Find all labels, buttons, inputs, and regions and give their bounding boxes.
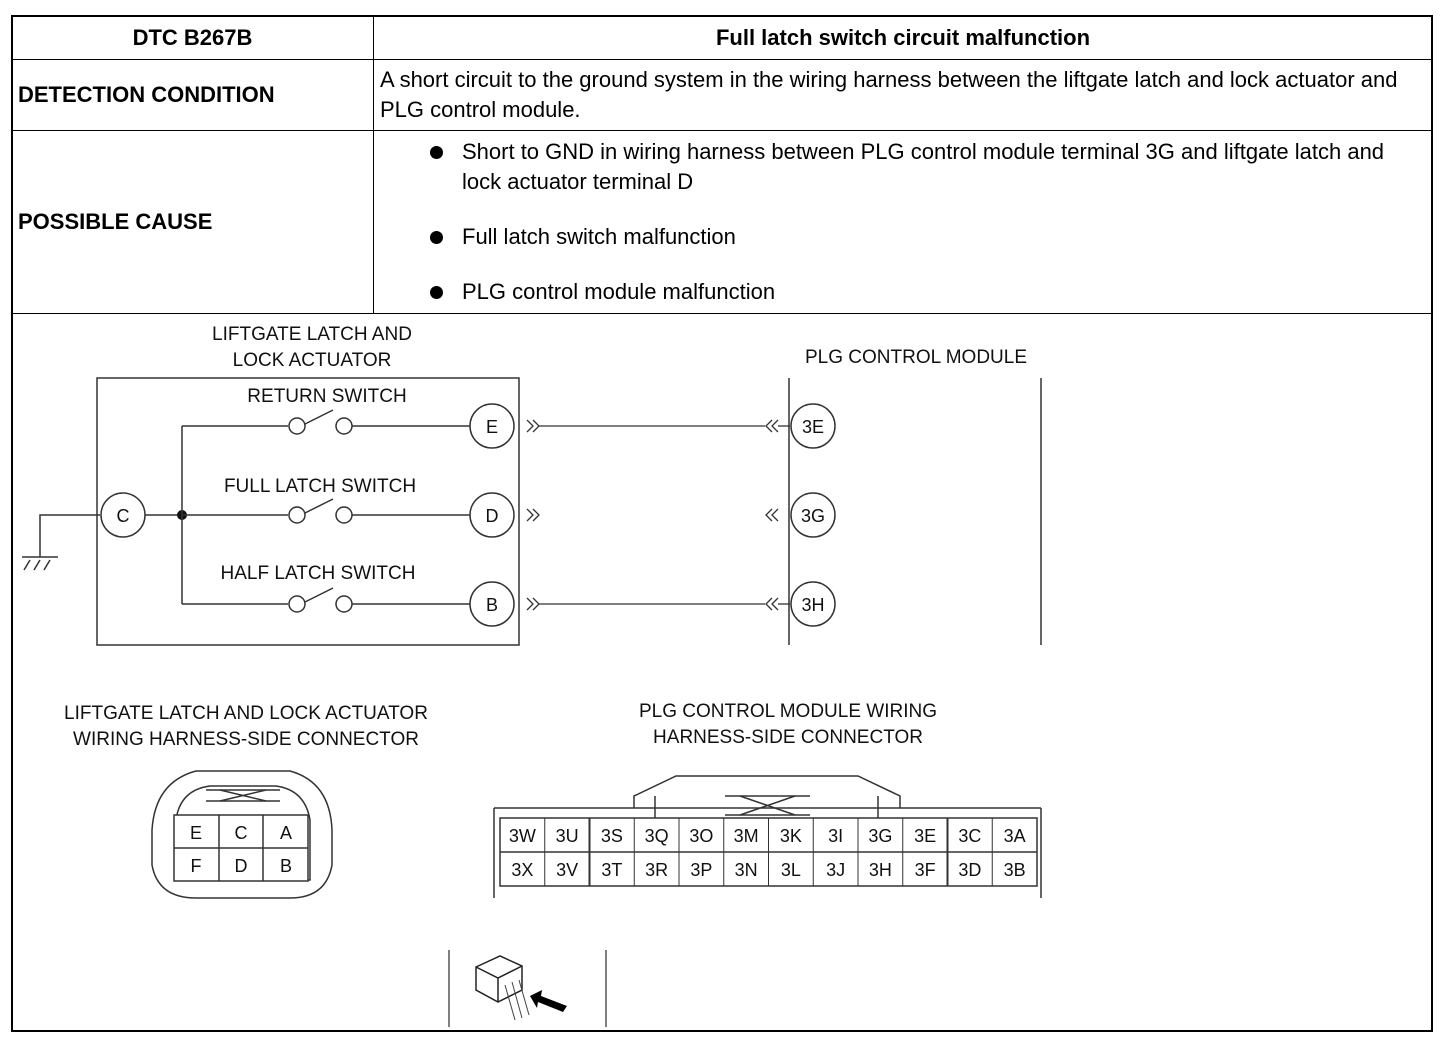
actuator-pin: F <box>190 856 202 876</box>
module-pin: 3V <box>556 860 579 880</box>
terminal-d-label: D <box>485 506 499 526</box>
cause-item: Full latch switch malfunction <box>424 222 1426 252</box>
possible-cause-label: POSSIBLE CAUSE <box>12 131 374 314</box>
return-switch-label: RETURN SWITCH <box>247 386 407 407</box>
module-pin: 3O <box>689 826 714 846</box>
ground-icon <box>22 515 100 570</box>
module-pin: 3E <box>914 826 937 846</box>
actuator-pin: D <box>234 856 248 876</box>
module-connector-title: PLG CONTROL MODULE WIRING <box>638 701 938 722</box>
module-connector-title: HARNESS-SIDE CONNECTOR <box>653 727 923 748</box>
module-pin: 3N <box>734 860 758 880</box>
return-switch <box>182 410 470 434</box>
module-pin: 3C <box>958 826 982 846</box>
terminal-b-label: B <box>485 595 499 615</box>
actuator-connector-title: LIFTGATE LATCH AND LOCK ACTUATOR <box>64 703 428 724</box>
dtc-code: DTC B267B <box>12 16 374 60</box>
half-latch-switch <box>182 588 470 612</box>
module-pin: 3R <box>645 860 669 880</box>
module-terminal-3e-label: 3E <box>801 417 825 437</box>
module-pin: 3I <box>828 826 844 846</box>
module-pin: 3F <box>914 860 936 880</box>
actuator-connector-title: WIRING HARNESS-SIDE CONNECTOR <box>73 729 419 750</box>
actuator-pin: C <box>234 823 248 843</box>
module-pin: 3B <box>1003 860 1026 880</box>
module-terminal-3h-label: 3H <box>801 595 825 615</box>
terminal-e-label: E <box>485 417 499 437</box>
cause-item: PLG control module malfunction <box>424 277 1426 307</box>
module-pin: 3M <box>733 826 759 846</box>
terminal-c-label: C <box>116 506 130 526</box>
connector-view-arrow-icon <box>449 950 606 1027</box>
module-pin: 3G <box>868 826 893 846</box>
actuator-title: LIFTGATE LATCH AND <box>212 324 412 345</box>
module-pin: 3H <box>868 860 892 880</box>
actuator-pin: E <box>189 823 203 843</box>
module-pin: 3J <box>826 860 846 880</box>
half-latch-switch-label: HALF LATCH SWITCH <box>220 563 416 584</box>
actuator-title: LOCK ACTUATOR <box>232 350 392 371</box>
module-terminal-3g-label: 3G <box>800 506 826 526</box>
module-pin: 3D <box>958 860 982 880</box>
module-pin: 3T <box>601 860 623 880</box>
module-title: PLG CONTROL MODULE <box>804 347 1028 368</box>
module-pin: 3Q <box>644 826 669 846</box>
dtc-title: Full latch switch circuit malfunction <box>374 16 1433 60</box>
actuator-pin: A <box>279 823 293 843</box>
actuator-pin: B <box>279 856 293 876</box>
module-pin: 3L <box>780 860 801 880</box>
module-pin: 3S <box>600 826 623 846</box>
full-latch-switch <box>182 499 470 523</box>
full-latch-switch-label: FULL LATCH SWITCH <box>223 476 417 497</box>
harness-wires <box>527 420 790 610</box>
cause-item: Short to GND in wiring harness between PLG control module terminal 3G and liftgate latch and lock actuator terminal D <box>424 137 1426 197</box>
detection-condition-text: A short circuit to the ground system in the wiring harness between the liftgate latch and lock actuator and PLG control module. <box>374 60 1433 131</box>
module-pin: 3P <box>690 860 713 880</box>
module-pin: 3A <box>1003 826 1026 846</box>
module-pin: 3K <box>779 826 802 846</box>
module-pin: 3X <box>511 860 534 880</box>
module-pin: 3U <box>555 826 579 846</box>
module-pin: 3W <box>508 826 536 846</box>
detection-condition-label: DETECTION CONDITION <box>12 60 374 131</box>
